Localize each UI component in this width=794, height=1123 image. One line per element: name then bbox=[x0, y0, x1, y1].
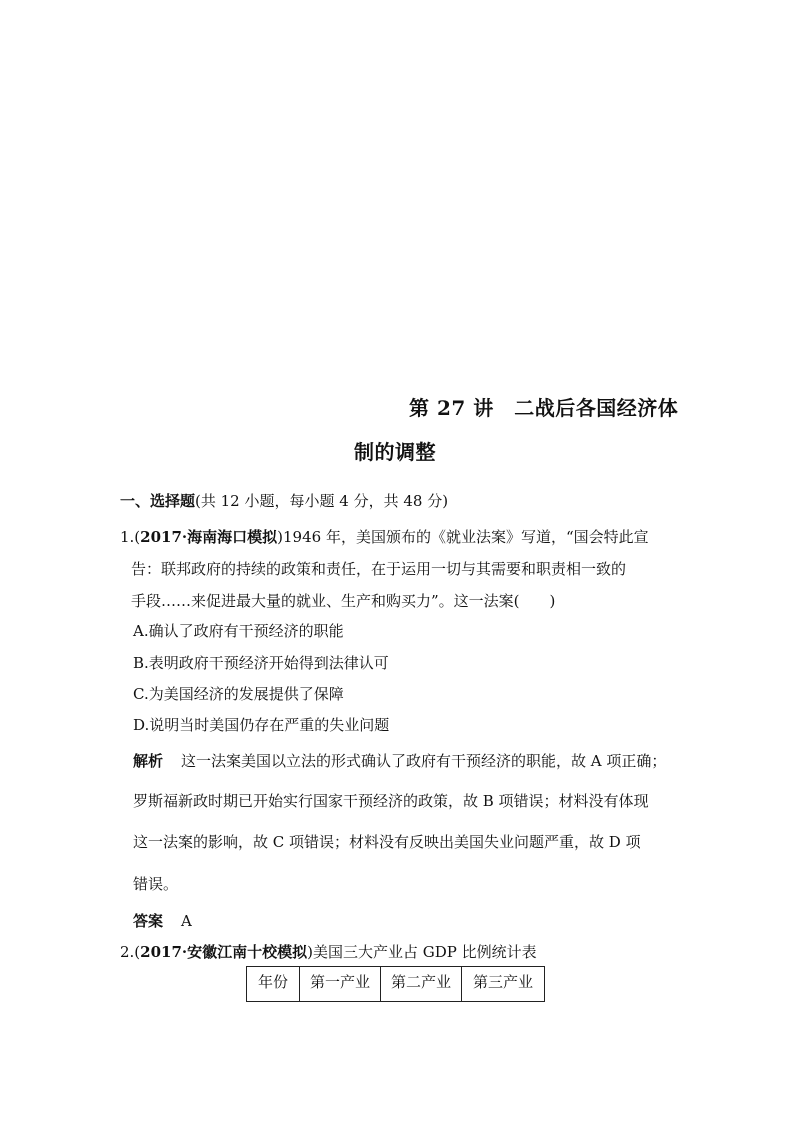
q1-option-b: B.表明政府干预经济开始得到法律认可 bbox=[133, 654, 389, 672]
section-heading bbox=[120, 490, 448, 511]
table-header-cell: 第三产业 bbox=[462, 967, 545, 1002]
q1-text-1: )1946 年，美国颁布的《就业法案》写道，“国会特此宣 bbox=[277, 528, 649, 546]
section-note: (共 12 小题，每小题 4 分，共 48 分) bbox=[195, 492, 449, 510]
table-header-cell: 第二产业 bbox=[381, 967, 462, 1002]
table-header-cell: 第一产业 bbox=[300, 967, 381, 1002]
answer-value: A bbox=[181, 912, 192, 930]
table-header-row bbox=[247, 967, 545, 1002]
answer-label: 答案 bbox=[133, 912, 164, 930]
q2-text: )美国三大产业占 GDP 比例统计表 bbox=[307, 943, 537, 961]
q1-line2: 告：联邦政府的持续的政策和责任，在于运用一切与其需要和职责相一致的 bbox=[131, 560, 627, 578]
lesson-title-cont: 制的调整 bbox=[354, 440, 436, 464]
q1-source: 2017·海南海口模拟 bbox=[140, 528, 278, 546]
q2-number: 2.( bbox=[120, 943, 141, 961]
q1-option-d: D.说明当时美国仍存在严重的失业问题 bbox=[133, 716, 390, 734]
q1-answer bbox=[133, 910, 192, 931]
q1-line1 bbox=[120, 526, 649, 547]
q1-line3: 手段……来促进最大量的就业、生产和购买力”。这一法案( ) bbox=[131, 592, 556, 610]
analysis-text-1: 这一法案美国以立法的形式确认了政府有干预经济的职能，故 A 项正确； bbox=[181, 752, 667, 770]
q2-line1 bbox=[120, 941, 537, 962]
q2-source: 2017·安徽江南十校模拟 bbox=[140, 943, 308, 961]
lesson-title: 第 27 讲 二战后各国经济体 bbox=[409, 396, 679, 420]
analysis-label: 解析 bbox=[133, 752, 164, 770]
q1-analysis-line3: 这一法案的影响，故 C 项错误；材料没有反映出美国失业问题严重，故 D 项 bbox=[133, 833, 641, 851]
q1-number: 1.( bbox=[120, 528, 141, 546]
section-label: 一、选择题 bbox=[120, 492, 196, 510]
q1-option-a: A.确认了政府有干预经济的职能 bbox=[133, 622, 344, 640]
industry-gdp-table bbox=[246, 966, 545, 1002]
q1-option-c: C.为美国经济的发展提供了保障 bbox=[133, 685, 344, 703]
q1-analysis-line4: 错误。 bbox=[133, 875, 179, 893]
q1-analysis-line2: 罗斯福新政时期已开始实行国家干预经济的政策，故 B 项错误；材料没有体现 bbox=[133, 792, 649, 810]
table-header-cell: 年份 bbox=[247, 967, 300, 1002]
q1-analysis-line1 bbox=[133, 750, 666, 771]
